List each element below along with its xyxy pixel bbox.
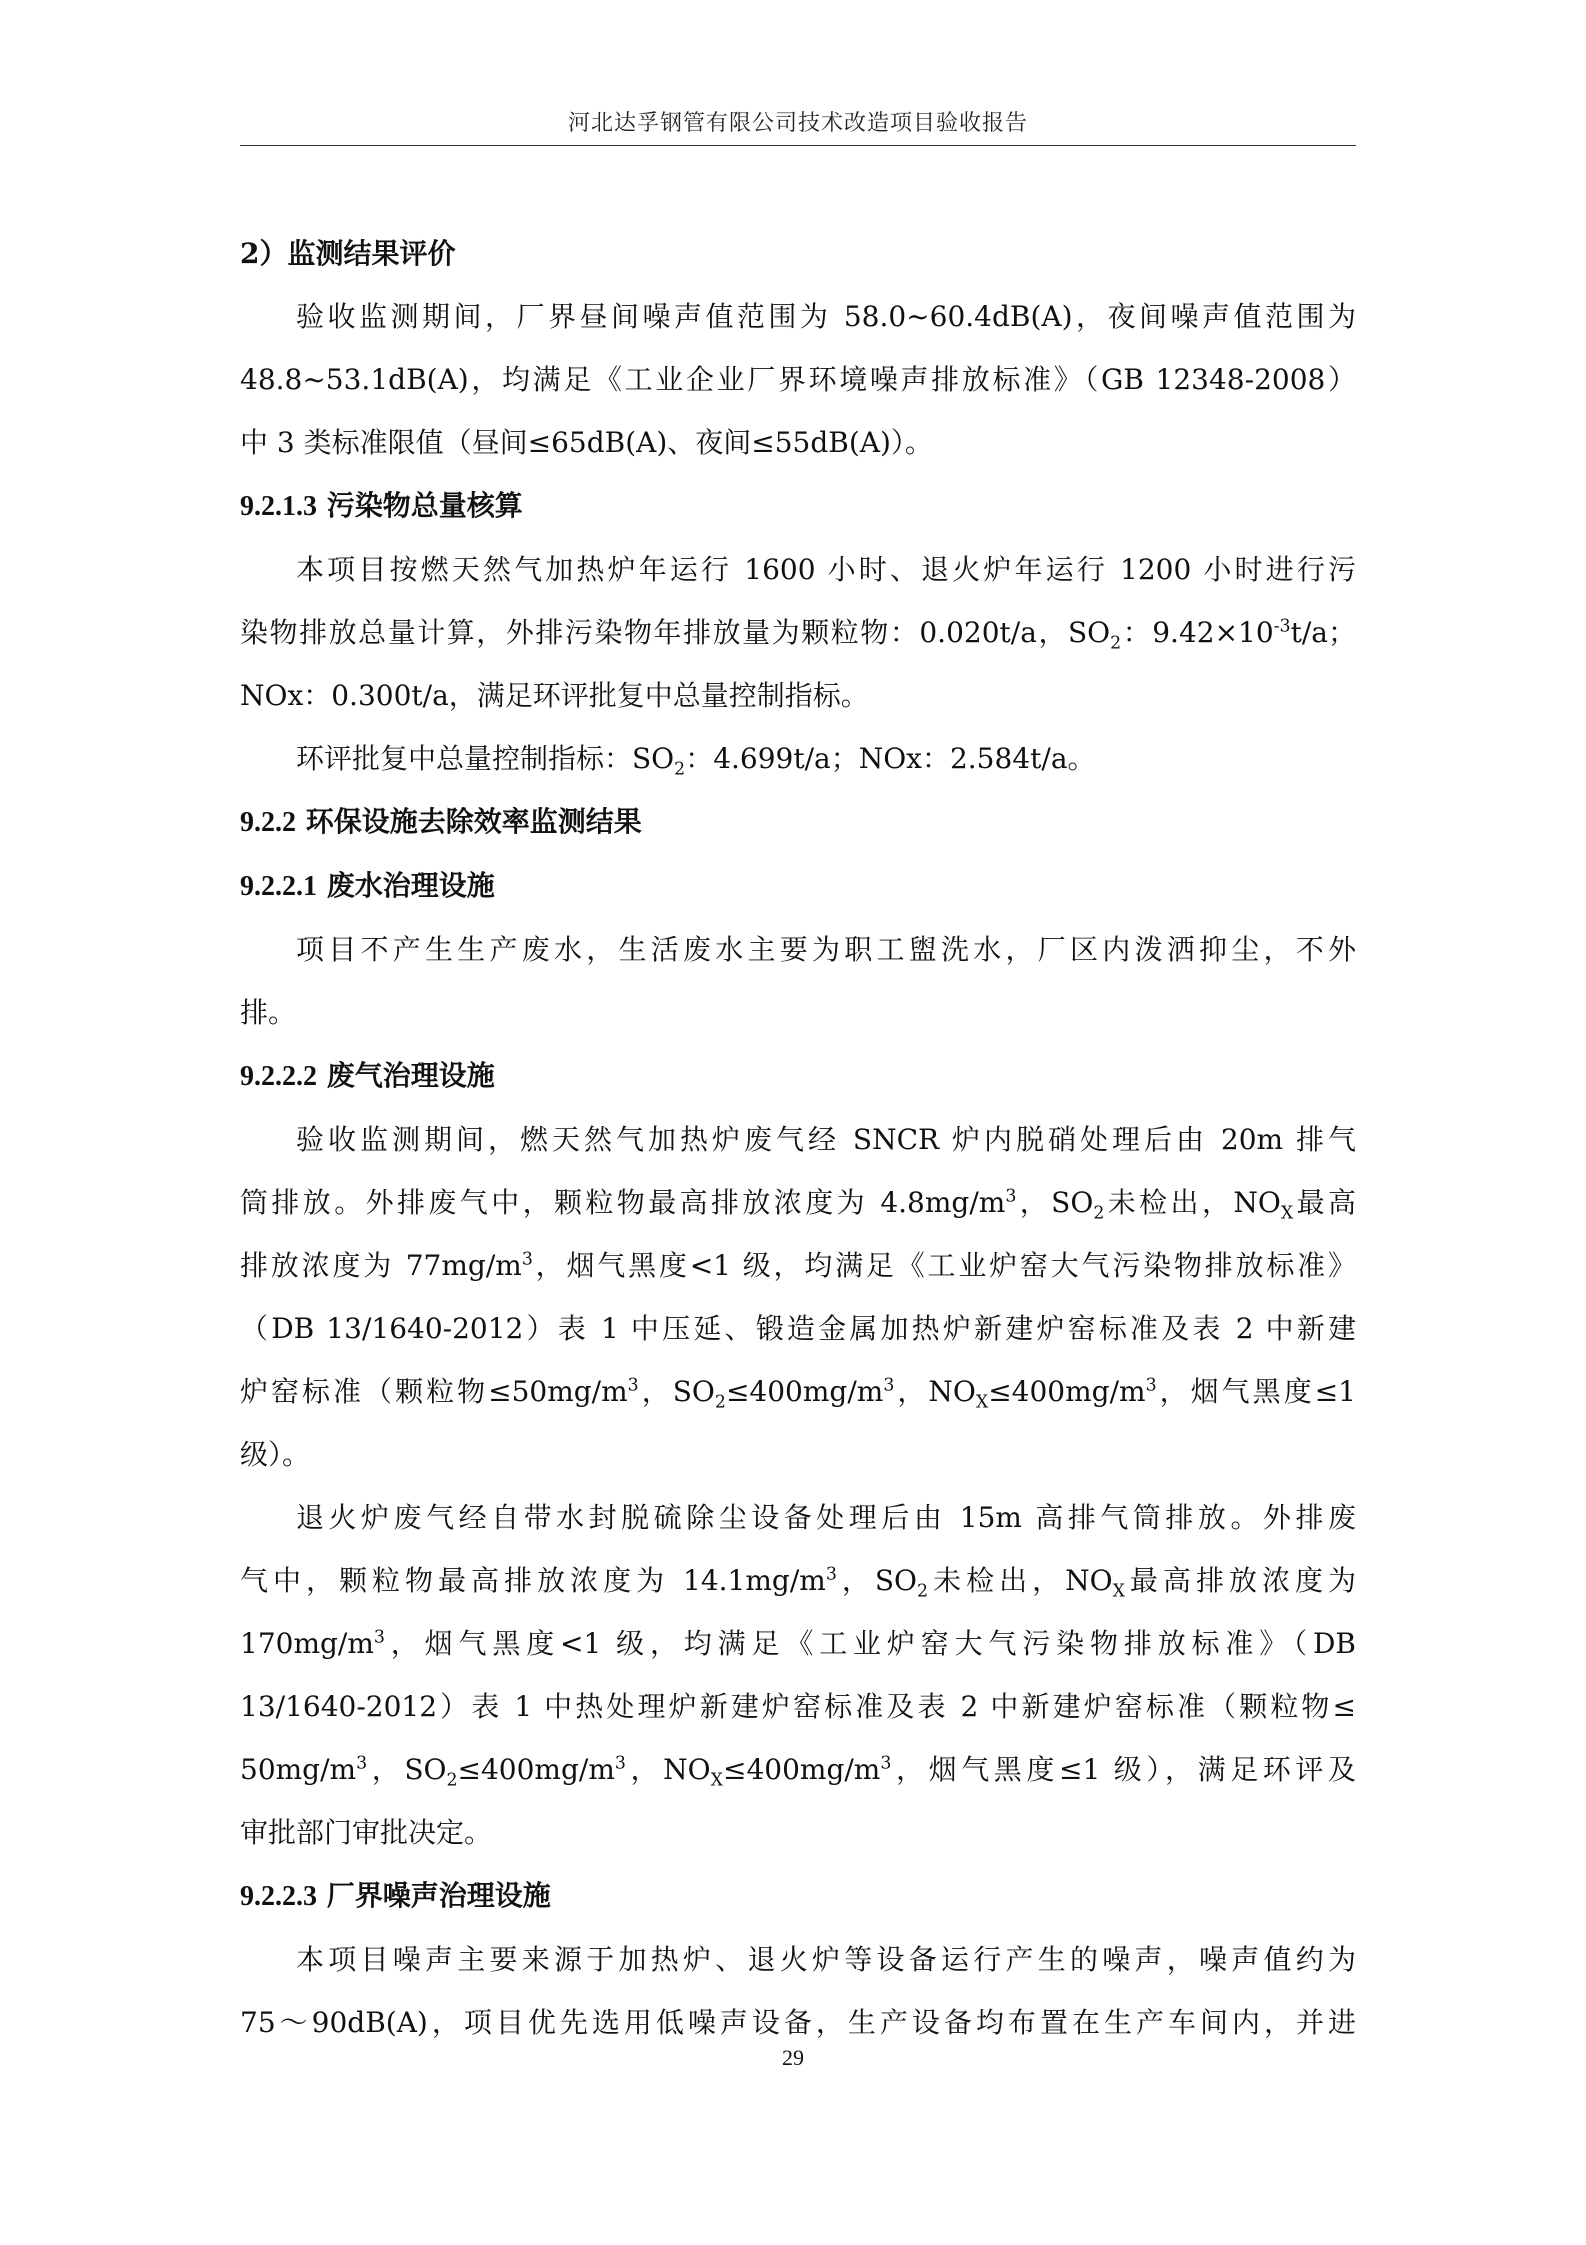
text-line: 气中，颗粒物最高排放浓度为 $14.1mg/m^3$，$SO_2$未检出，$NO_X$最高排放浓度为 [240, 1564, 1356, 1602]
section-heading: 9.2.2 环保设施去除效率监测结果 [240, 805, 642, 838]
text-line: 退火炉废气经自带水封脱硫除尘设备处理后由 15m 高排气筒排放。外排废 [296, 1501, 1356, 1534]
section-heading: 9.2.2.1 废水治理设施 [240, 869, 495, 902]
section-heading: 9.2.1.3 污染物总量核算 [240, 489, 523, 522]
text-line: 炉窑标准（颗粒物$\le 50mg/m^3$，$SO_2\le 400mg/m^3$，$NO_X\le 400mg/m^3$，烟气黑度≤1 [240, 1375, 1356, 1413]
text-line: $50mg/m^3$，$SO_2\le 400mg/m^3$，$NO_X\le 400mg/m^3$，烟气黑度≤1 级），满足环评及 [240, 1753, 1356, 1791]
text-line: NOx：0.300t/a，满足环评批复中总量控制指标。 [240, 679, 869, 712]
header-rule [240, 145, 1356, 146]
paragraph [240, 285, 1356, 474]
running-header: 河北达孚钢管有限公司技术改造项目验收报告 [567, 111, 1028, 136]
text-line: 验收监测期间，厂界昼间噪声值范围为 58.0~60.4dB(A)，夜间噪声值范围为 [296, 300, 1356, 333]
section-heading: 2）监测结果评价 [240, 237, 456, 270]
text-line: 级）。 [240, 1438, 311, 1471]
paragraph [240, 918, 1356, 1044]
text-line: 中 3 类标准限值（昼间≤65dB(A)、夜间≤55dB(A)）。 [240, 426, 933, 459]
text-line: 13/1640-2012）表 1 中热处理炉新建炉窑标准及表 2 中新建炉窑标准（颗粒物≤ [240, 1690, 1356, 1723]
text-line: 本项目按燃天然气加热炉年运行 1600 小时、退火炉年运行 1200 小时进行污 [296, 553, 1356, 586]
text-line: 排。 [240, 996, 297, 1029]
page-number: 29 [782, 2045, 804, 2070]
text-line: 排放浓度为 $77mg/m^3$，烟气黑度<1 级，均满足《工业炉窑大气污染物排放标准》 [240, 1249, 1356, 1282]
text-line: 筒排放。外排废气中，颗粒物最高排放浓度为 $4.8mg/m^3$，$SO_2$未检出，$NO_X$最高 [240, 1186, 1356, 1224]
text-line: 染物排放总量计算，外排污染物年排放量为颗粒物：0.020t/a，$SO_2$：$9.42\times 10^{-3}t/a$； [240, 616, 1356, 654]
text-line: 项目不产生生产废水，生活废水主要为职工盥洗水，厂区内泼洒抑尘，不外 [296, 933, 1356, 966]
text-line: $170mg/m^3$，烟气黑度<1 级，均满足《工业炉窑大气污染物排放标准》（DB [240, 1627, 1356, 1660]
section-heading: 9.2.2.2 废气治理设施 [240, 1059, 495, 1092]
text-line: 审批部门审批决定。 [240, 1816, 493, 1849]
text-line: 验收监测期间，燃天然气加热炉废气经 SNCR 炉内脱硝处理后由 20m 排气 [296, 1123, 1356, 1156]
paragraph [240, 1486, 1356, 1864]
text-line: 75～90dB(A)，项目优先选用低噪声设备，生产设备均布置在生产车间内，并进 [240, 2006, 1356, 2039]
text-line: （DB 13/1640-2012）表 1 中压延、锻造金属加热炉新建炉窑标准及表 2 中新建 [240, 1312, 1356, 1345]
text-line: 环评批复中总量控制指标：$SO_2$：4.699t/a；NOx：2.584t/a。 [296, 742, 1096, 780]
paragraph [240, 1928, 1356, 2054]
paragraph [240, 727, 1356, 790]
text-line: 48.8~53.1dB(A)，均满足《工业企业厂界环境噪声排放标准》（GB 12348-2008） [240, 363, 1356, 396]
text-line: 本项目噪声主要来源于加热炉、退火炉等设备运行产生的噪声，噪声值约为 [296, 1943, 1356, 1976]
paragraph [240, 1108, 1356, 1486]
section-heading: 9.2.2.3 厂界噪声治理设施 [240, 1879, 551, 1912]
document-body [240, 222, 1356, 2054]
paragraph [240, 538, 1356, 727]
